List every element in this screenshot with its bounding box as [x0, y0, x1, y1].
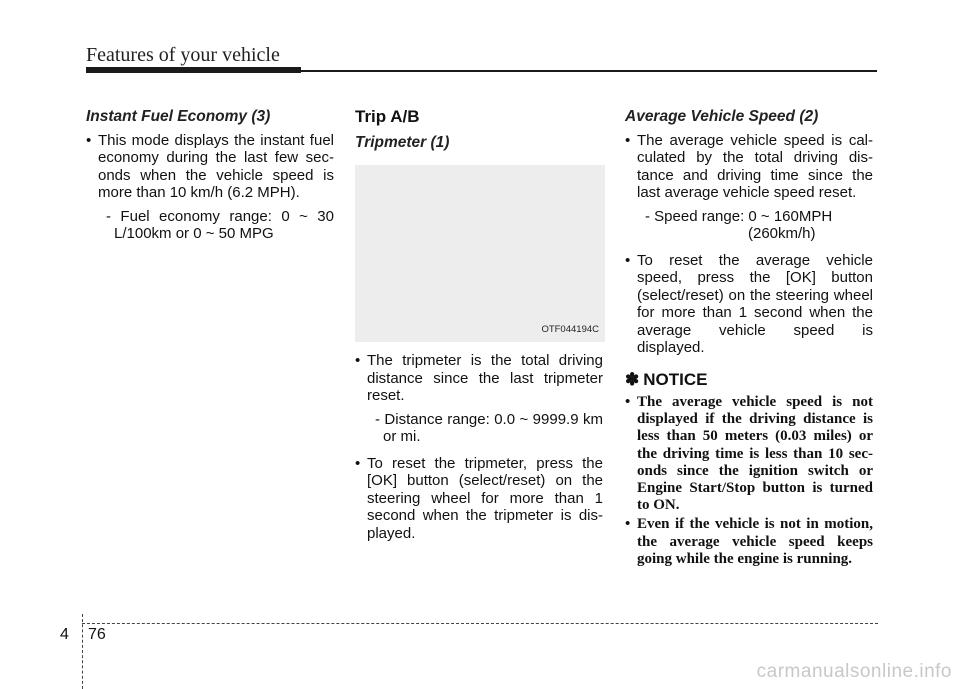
header-rule-thick — [86, 67, 301, 73]
speed-range — [645, 208, 873, 243]
page-number: 76 — [88, 626, 106, 643]
page-header-title: Features of your vehicle — [86, 44, 280, 66]
distance-range: - Distance range: 0.0 ~ 9999.9 km or mi. — [375, 410, 603, 445]
tripmeter-reset-instruction: • To reset the tripmeter, press the [OK] button (select/reset) on the steering wheel for more than 1 second when the tripmeter is dis-played. — [355, 455, 603, 543]
chapter-number: 4 — [60, 626, 69, 643]
speed-range-line1: - Speed range: 0 ~ 160MPH — [645, 207, 833, 225]
notice-icon: ✽ — [625, 369, 640, 389]
watermark: carmanualsonline.info — [756, 661, 952, 682]
column-instant-fuel-economy — [86, 108, 334, 252]
figure-label: OTF044194C — [541, 323, 599, 335]
column-trip-ab — [355, 108, 603, 548]
average-vehicle-speed-heading: Average Vehicle Speed (2) — [625, 108, 819, 125]
average-speed-description: • The average vehicle speed is cal-culated by the total driving dis-tance and driving time since the last average vehicle speed reset. — [625, 132, 873, 202]
tripmeter-heading: Tripmeter (1) — [355, 133, 450, 151]
trip-ab-heading: Trip A/B — [355, 107, 420, 126]
average-speed-reset-instruction: • To reset the average vehicle speed, press the [OK] button (select/reset) on the steering wheel for more than 1 second when the average vehicle speed is displayed. — [625, 252, 873, 357]
notice-item: • Even if the vehicle is not in motion, the average vehicle speed keeps going while the engine is running. — [625, 516, 873, 568]
tripmeter-description: • The tripmeter is the total driving distance since the last tripmeter reset. — [355, 352, 603, 405]
footer-rule — [82, 623, 878, 624]
fuel-economy-range: - Fuel economy range: 0 ~ 30 L/100km or 0 ~ 50 MPG — [106, 207, 334, 242]
footer-vertical-rule — [82, 614, 83, 689]
header-rule-thin — [301, 70, 877, 72]
column-average-vehicle-speed — [625, 108, 873, 570]
instant-fuel-economy-description: • This mode displays the instant fuel economy during the last few sec-onds when the vehicle speed is more than 10 km/h (6.2 MPH). — [86, 132, 334, 202]
tripmeter-figure — [355, 165, 605, 342]
notice-heading-text: NOTICE — [643, 369, 708, 389]
speed-range-line2: (260km/h) — [748, 225, 816, 242]
notice-item: • The average vehicle speed is not displayed if the driving distance is less than 50 meters (0.03 miles) or the driving time is less than 10 sec-onds since the ignition switch or Engine Start/Stop button is turned to ON. — [625, 394, 873, 514]
instant-fuel-economy-heading: Instant Fuel Economy (3) — [86, 108, 271, 125]
notice-heading — [625, 371, 873, 389]
